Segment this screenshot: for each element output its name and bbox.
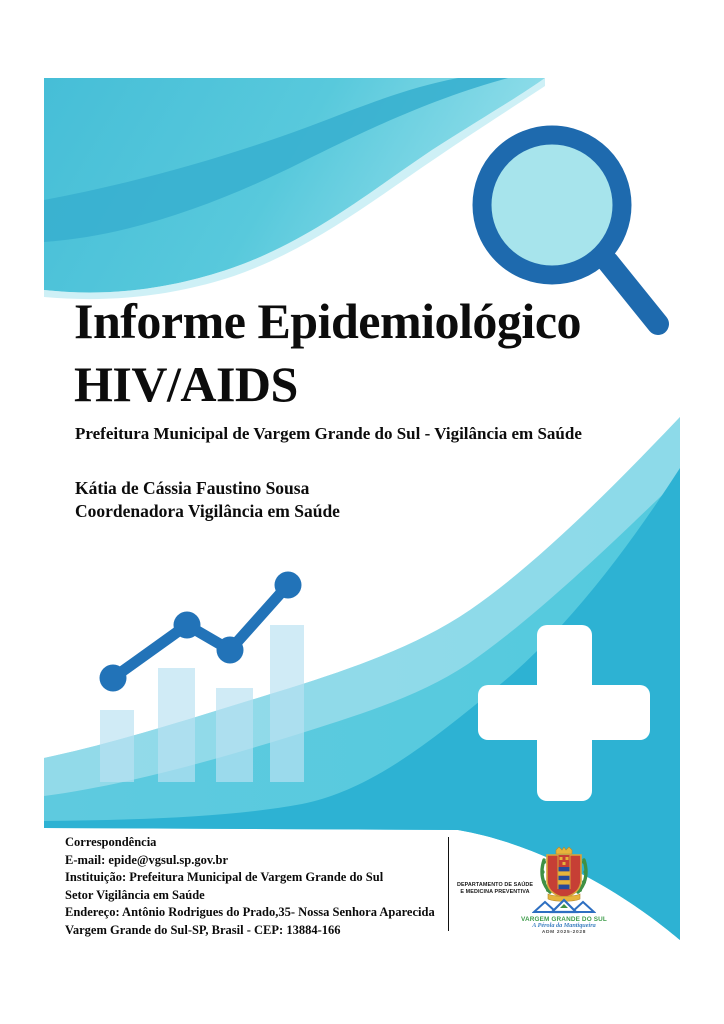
correspondence-email: E-mail: epide@vgsul.sp.gov.br [65,852,229,867]
header-wave-decoration [44,78,545,299]
author-block [75,477,340,522]
subtitle: Prefeitura Municipal de Vargem Grande do Sul - Vigilância em Saúde [75,424,582,443]
title-line-2: HIV/AIDS [74,356,298,412]
correspondence-institution: Instituição: Prefeitura Municipal de Vargem Grande do Sul [65,870,384,885]
correspondence-block [65,834,435,940]
correspondence-address: Endereço: Antônio Rodrigues do Prado,35- Nossa Senhora Aparecida [65,905,435,920]
seal-administration: ADM 2025-2028 [541,929,587,935]
author-name: Kátia de Cássia Faustino Sousa [75,478,310,498]
seal-motto: A Pérola da Mantiqueira [532,922,596,929]
page-title [74,290,581,416]
author-role: Coordenadora Vigilância em Saúde [75,500,340,521]
correspondence-city-cep: Vargem Grande do Sul-SP, Brasil - CEP: 13884-166 [65,922,341,937]
correspondence-sector: Setor Vigilância em Saúde [65,887,205,902]
city-seal [519,846,609,936]
department-line-2: E MEDICINA PREVENTIVA [460,888,530,895]
title-line-1: Informe Epidemiológico [74,293,582,349]
city-seal-icon [532,846,596,916]
correspondence-heading: Correspondência [65,835,157,849]
seal-city-name: VARGEM GRANDE DO SUL [521,916,607,923]
department-line-1: DEPARTAMENTO DE SAÚDE [456,882,534,888]
